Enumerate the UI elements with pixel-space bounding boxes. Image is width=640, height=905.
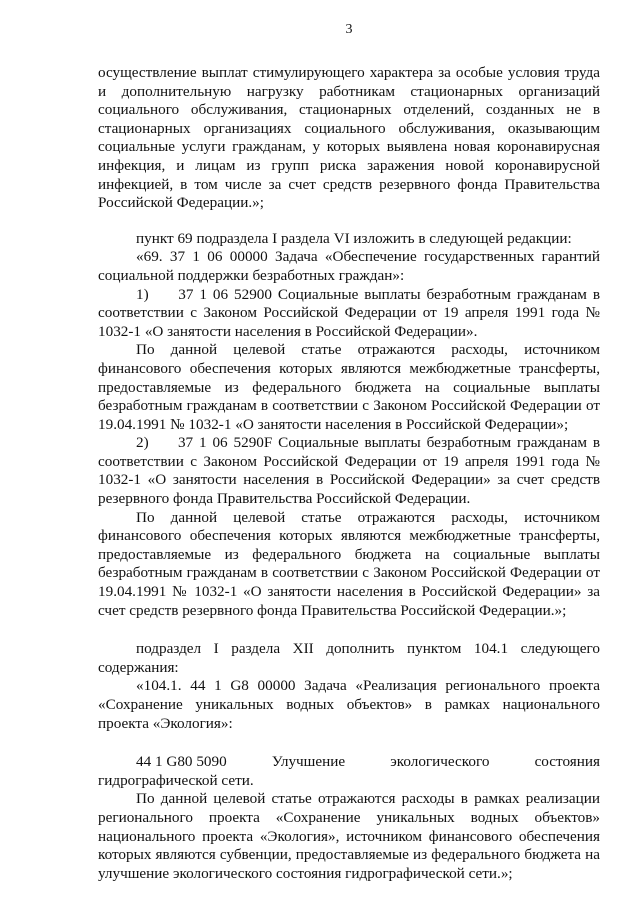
paragraph-item-104-title: «104.1. 44 1 G8 00000 Задача «Реализация регионального проекта «Сохранение уникальных водных объектов» в рамках национального проекта «Экология»: [98,677,600,732]
code-entry-continuation: гидрографической сети. [98,771,254,789]
document-body [98,64,600,883]
paragraph-subitem-2: 2) 37 1 06 5290F Социальные выплаты безработным гражданам в соответствии с Законом Российской Федерации от 19 апреля 1991 года № 1032-1 «О занятости населения в Российской Федерации» за счет средств резервного фонда Правительства Российской Федерации. [98,434,600,508]
paragraph-final-description: По данной целевой статье отражаются расходы в рамках реализации регионального проекта «Сохранение уникальных водных объектов» национального проекта «Экология», источником финансового обеспечения которых являются субвенции, предоставляемые из федерального бюджета на улучшение экологического состояния гидрографической сети.»; [98,790,600,882]
code-entry [98,753,600,790]
paragraph-item-69-title: «69. 37 1 06 00000 Задача «Обеспечение государственных гарантий социальной поддержки безработных граждан»: [98,248,600,284]
code-entry-code: 44 1 G80 5090 [136,753,227,771]
paragraph-continuation: осуществление выплат стимулирующего характера за особые условия труда и дополнительную нагрузку работникам стационарных организаций социального обслуживания, стационарных отделений, созданных не в стационарных организациях социального обслуживания, оказывающим социальные услуги гражданам, у которых выявлена новая коронавирусная инфекция, и лицам из групп риска заражения новой коронавирусной инфекцией, в том числе за счет средств резервного фонда Правительства Российской Федерации.»; [98,64,600,212]
paragraph-subitem-1-description: По данной целевой статье отражаются расходы, источником финансового обеспечения которых являются межбюджетные трансферты, предоставляемые из федерального бюджета на социальные выплаты безработным гражданам в соответствии с Законом Российской Федерации от 19.04.1991 № 1032-1 «О занятости населения в Российской Федерации»; [98,341,600,433]
paragraph-item-104-intro: подраздел I раздела XII дополнить пунктом 104.1 следующего содержания: [98,640,600,676]
code-entry-word-2: экологического [390,753,490,771]
paragraph-item-69-intro: пункт 69 подраздела I раздела VI изложить в следующей редакции: [136,229,572,247]
paragraph-subitem-2-description: По данной целевой статье отражаются расходы, источником финансового обеспечения которых являются межбюджетные трансферты, предоставляемые из федерального бюджета на социальные выплаты безработным гражданам в соответствии с Законом Российской Федерации от 19.04.1991 № 1032-1 «О занятости населения в Российской Федерации» за счет средств резервного фонда Правительства Российской Федерации.»; [98,508,600,619]
code-entry-line [98,753,600,772]
code-entry-word-1: Улучшение [271,753,346,771]
page-number: 3 [345,22,353,37]
code-entry-word-3: состояния [534,753,600,771]
paragraph-subitem-1: 1) 37 1 06 52900 Социальные выплаты безработным гражданам в соответствии с Законом Российской Федерации от 19 апреля 1991 года № 1032-1 «О занятости населения в Российской Федерации». [98,285,600,340]
